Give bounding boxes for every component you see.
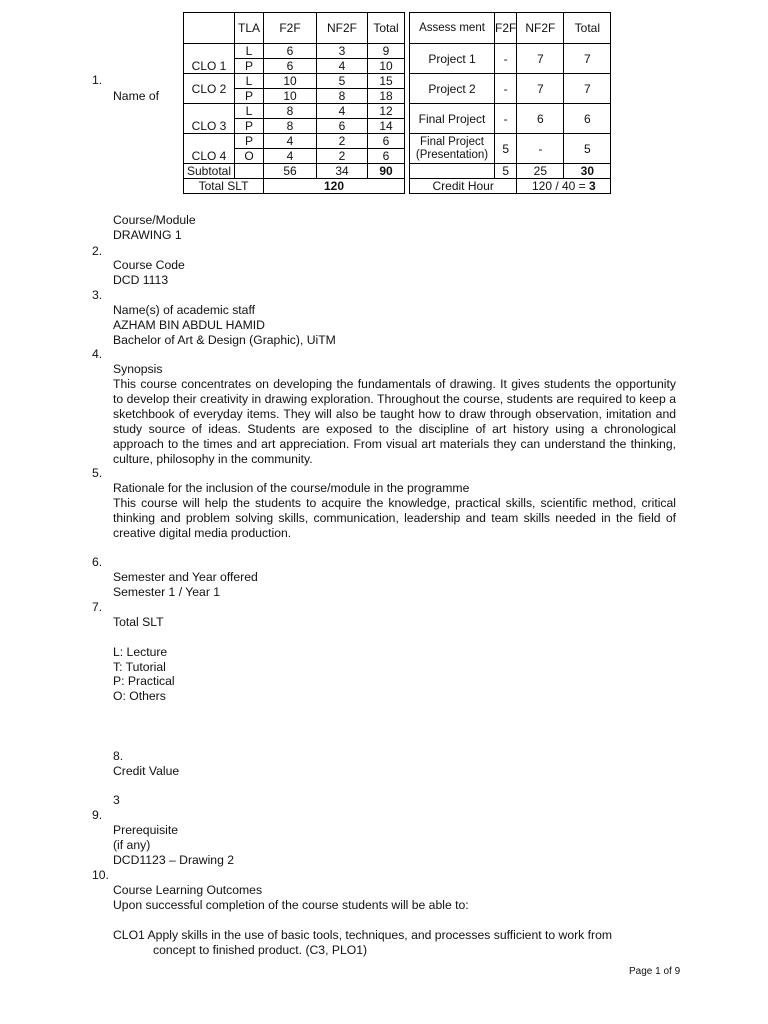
assessment-cell: Project 1 xyxy=(410,44,495,74)
total-cell: 9 xyxy=(368,44,405,59)
subtotal-nf2f: 34 xyxy=(317,164,368,179)
table-header: F2F xyxy=(264,13,317,44)
tla-cell: P xyxy=(235,134,264,149)
f2f-cell: 8 xyxy=(264,119,317,134)
credit-result: 3 xyxy=(589,179,596,193)
synopsis-text: This course concentrates on developing the fundamentals of drawing. It gives students the opportunity to develop their creativity in drawing exploration. Throughout the course, students are required to keep a sketchbook of everyday items. They will also be taught how to draw through observation, imitation and study source of ideas. Students are exposed to the discipline of art history using a chronological approach to the times and art appreciation. From visual art materials they can understand the thinking, culture, philosophy in the community. xyxy=(113,377,676,466)
staff-name: AZHAM BIN ABDUL HAMID xyxy=(113,318,265,332)
nf2f-cell: 2 xyxy=(317,149,368,164)
total-cell: 12 xyxy=(368,104,405,119)
total-cell: 6 xyxy=(368,149,405,164)
assessment-cell: Project 2 xyxy=(410,74,495,104)
synopsis-label: Synopsis xyxy=(113,362,163,376)
nf2f-cell: 2 xyxy=(317,134,368,149)
table-header: Total xyxy=(368,13,405,44)
tla-cell: P xyxy=(235,119,264,134)
assess-total-cell: 5 xyxy=(564,134,611,164)
tla-cell: L xyxy=(235,74,264,89)
clo-name: CLO 3 xyxy=(184,104,235,134)
total-slt-heading: Total SLT xyxy=(113,615,164,629)
credit-hour-value xyxy=(517,179,611,194)
assess-nf2f-cell: 7 xyxy=(517,74,564,104)
staff-degree: Bachelor of Art & Design (Graphic), UiTM xyxy=(113,333,336,347)
f2f-cell: 10 xyxy=(264,89,317,104)
credit-value: 3 xyxy=(113,793,120,807)
credit-hour-label: Credit Hour xyxy=(410,179,517,194)
item-number: 9. xyxy=(92,808,103,822)
legend-item: O: Others xyxy=(113,689,166,703)
legend-item: P: Practical xyxy=(113,674,175,688)
total-slt-label: Total SLT xyxy=(184,179,264,194)
f2f-cell: 6 xyxy=(264,44,317,59)
clo-name: CLO 2 xyxy=(184,74,235,104)
tla-cell: O xyxy=(235,149,264,164)
assess-total-cell: 6 xyxy=(564,104,611,134)
subtotal-label: Subtotal xyxy=(184,164,235,179)
total-cell: 14 xyxy=(368,119,405,134)
total-cell: 18 xyxy=(368,89,405,104)
slt-table xyxy=(183,12,611,194)
assessment-cell: Final Project xyxy=(410,104,495,134)
credit-value-label: Credit Value xyxy=(113,764,180,778)
assess-f2f-cell: - xyxy=(495,104,517,134)
prerequisite-label: Prerequisite xyxy=(113,823,179,837)
total-slt-value: 120 xyxy=(264,179,405,194)
total-cell: 15 xyxy=(368,74,405,89)
page-number: Page 1 of 9 xyxy=(629,966,681,977)
semester-label: Semester and Year offered xyxy=(113,570,258,584)
legend-item: T: Tutorial xyxy=(113,660,166,674)
table-header: TLA xyxy=(235,13,264,44)
table-header: NF2F xyxy=(517,13,564,44)
assess-f2f-cell: 5 xyxy=(495,134,517,164)
item-number: 5. xyxy=(92,466,103,480)
course-code: DCD 1113 xyxy=(113,273,169,287)
course-code-label: Course Code xyxy=(113,258,185,272)
course-module-label: Course/Module xyxy=(113,213,196,227)
assess-total-cell: 7 xyxy=(564,74,611,104)
subtotal-assess-f2f: 5 xyxy=(495,164,517,179)
total-cell: 6 xyxy=(368,134,405,149)
assess-total-cell: 7 xyxy=(564,44,611,74)
f2f-cell: 4 xyxy=(264,134,317,149)
f2f-cell: 4 xyxy=(264,149,317,164)
f2f-cell: 8 xyxy=(264,104,317,119)
staff-label: Name(s) of academic staff xyxy=(113,303,256,317)
assess-f2f-cell: - xyxy=(495,44,517,74)
subtotal-tla xyxy=(235,164,264,179)
item-number: 2. xyxy=(92,244,103,258)
item-number: 4. xyxy=(92,347,103,361)
clo1-line1: CLO1 Apply skills in the use of basic tools, techniques, and processes sufficient to work from xyxy=(113,928,613,942)
table-corner-cell xyxy=(184,13,235,44)
item-number: 8. xyxy=(113,749,124,763)
subtotal-assess-total: 30 xyxy=(564,164,611,179)
item-number: 6. xyxy=(92,555,103,569)
tla-cell: L xyxy=(235,44,264,59)
subtotal-total: 90 xyxy=(368,164,405,179)
assess-nf2f-cell: 7 xyxy=(517,44,564,74)
assess-nf2f-cell: 6 xyxy=(517,104,564,134)
clo-intro: Upon successful completion of the course students will be able to: xyxy=(113,898,469,912)
prerequisite-sub: (if any) xyxy=(113,838,151,852)
item-number: 3. xyxy=(92,288,103,302)
item-number: 10. xyxy=(92,868,109,882)
credit-formula: 120 / 40 = xyxy=(531,179,590,193)
assess-nf2f-cell: - xyxy=(517,134,564,164)
name-of-label: Name of xyxy=(113,89,160,103)
table-header: NF2F xyxy=(317,13,368,44)
nf2f-cell: 3 xyxy=(317,44,368,59)
tla-cell: P xyxy=(235,89,264,104)
nf2f-cell: 4 xyxy=(317,59,368,74)
item-number: 7. xyxy=(92,600,103,614)
course-name: DRAWING 1 xyxy=(113,228,182,242)
assessment-cell: Final Project (Presentation) xyxy=(410,134,495,164)
clo-name: CLO 1 xyxy=(184,44,235,74)
item-number: 1. xyxy=(92,73,103,87)
total-cell: 10 xyxy=(368,59,405,74)
rationale-label: Rationale for the inclusion of the course/module in the programme xyxy=(113,481,470,495)
f2f-cell: 10 xyxy=(264,74,317,89)
table-header: Assess ment xyxy=(410,13,495,44)
nf2f-cell: 5 xyxy=(317,74,368,89)
clo1-line2: concept to finished product. (C3, PLO1) xyxy=(153,943,368,957)
f2f-cell: 6 xyxy=(264,59,317,74)
table-header: Total xyxy=(564,13,611,44)
tla-cell: P xyxy=(235,59,264,74)
clo-label: Course Learning Outcomes xyxy=(113,883,263,897)
table-header: F2F xyxy=(495,13,517,44)
legend-item: L: Lecture xyxy=(113,645,168,659)
subtotal-assessment xyxy=(410,164,495,179)
subtotal-assess-nf2f: 25 xyxy=(517,164,564,179)
tla-cell: L xyxy=(235,104,264,119)
nf2f-cell: 4 xyxy=(317,104,368,119)
subtotal-f2f: 56 xyxy=(264,164,317,179)
clo-name: CLO 4 xyxy=(184,134,235,164)
assess-f2f-cell: - xyxy=(495,74,517,104)
rationale-text: This course will help the students to acquire the knowledge, practical skills, scientific method, critical thinking and problem solving skills, communication, leadership and team skills needed in the field of creative digital media production. xyxy=(113,496,676,540)
nf2f-cell: 6 xyxy=(317,119,368,134)
prerequisite-value: DCD1123 – Drawing 2 xyxy=(113,853,235,867)
nf2f-cell: 8 xyxy=(317,89,368,104)
semester-value: Semester 1 / Year 1 xyxy=(113,585,221,599)
